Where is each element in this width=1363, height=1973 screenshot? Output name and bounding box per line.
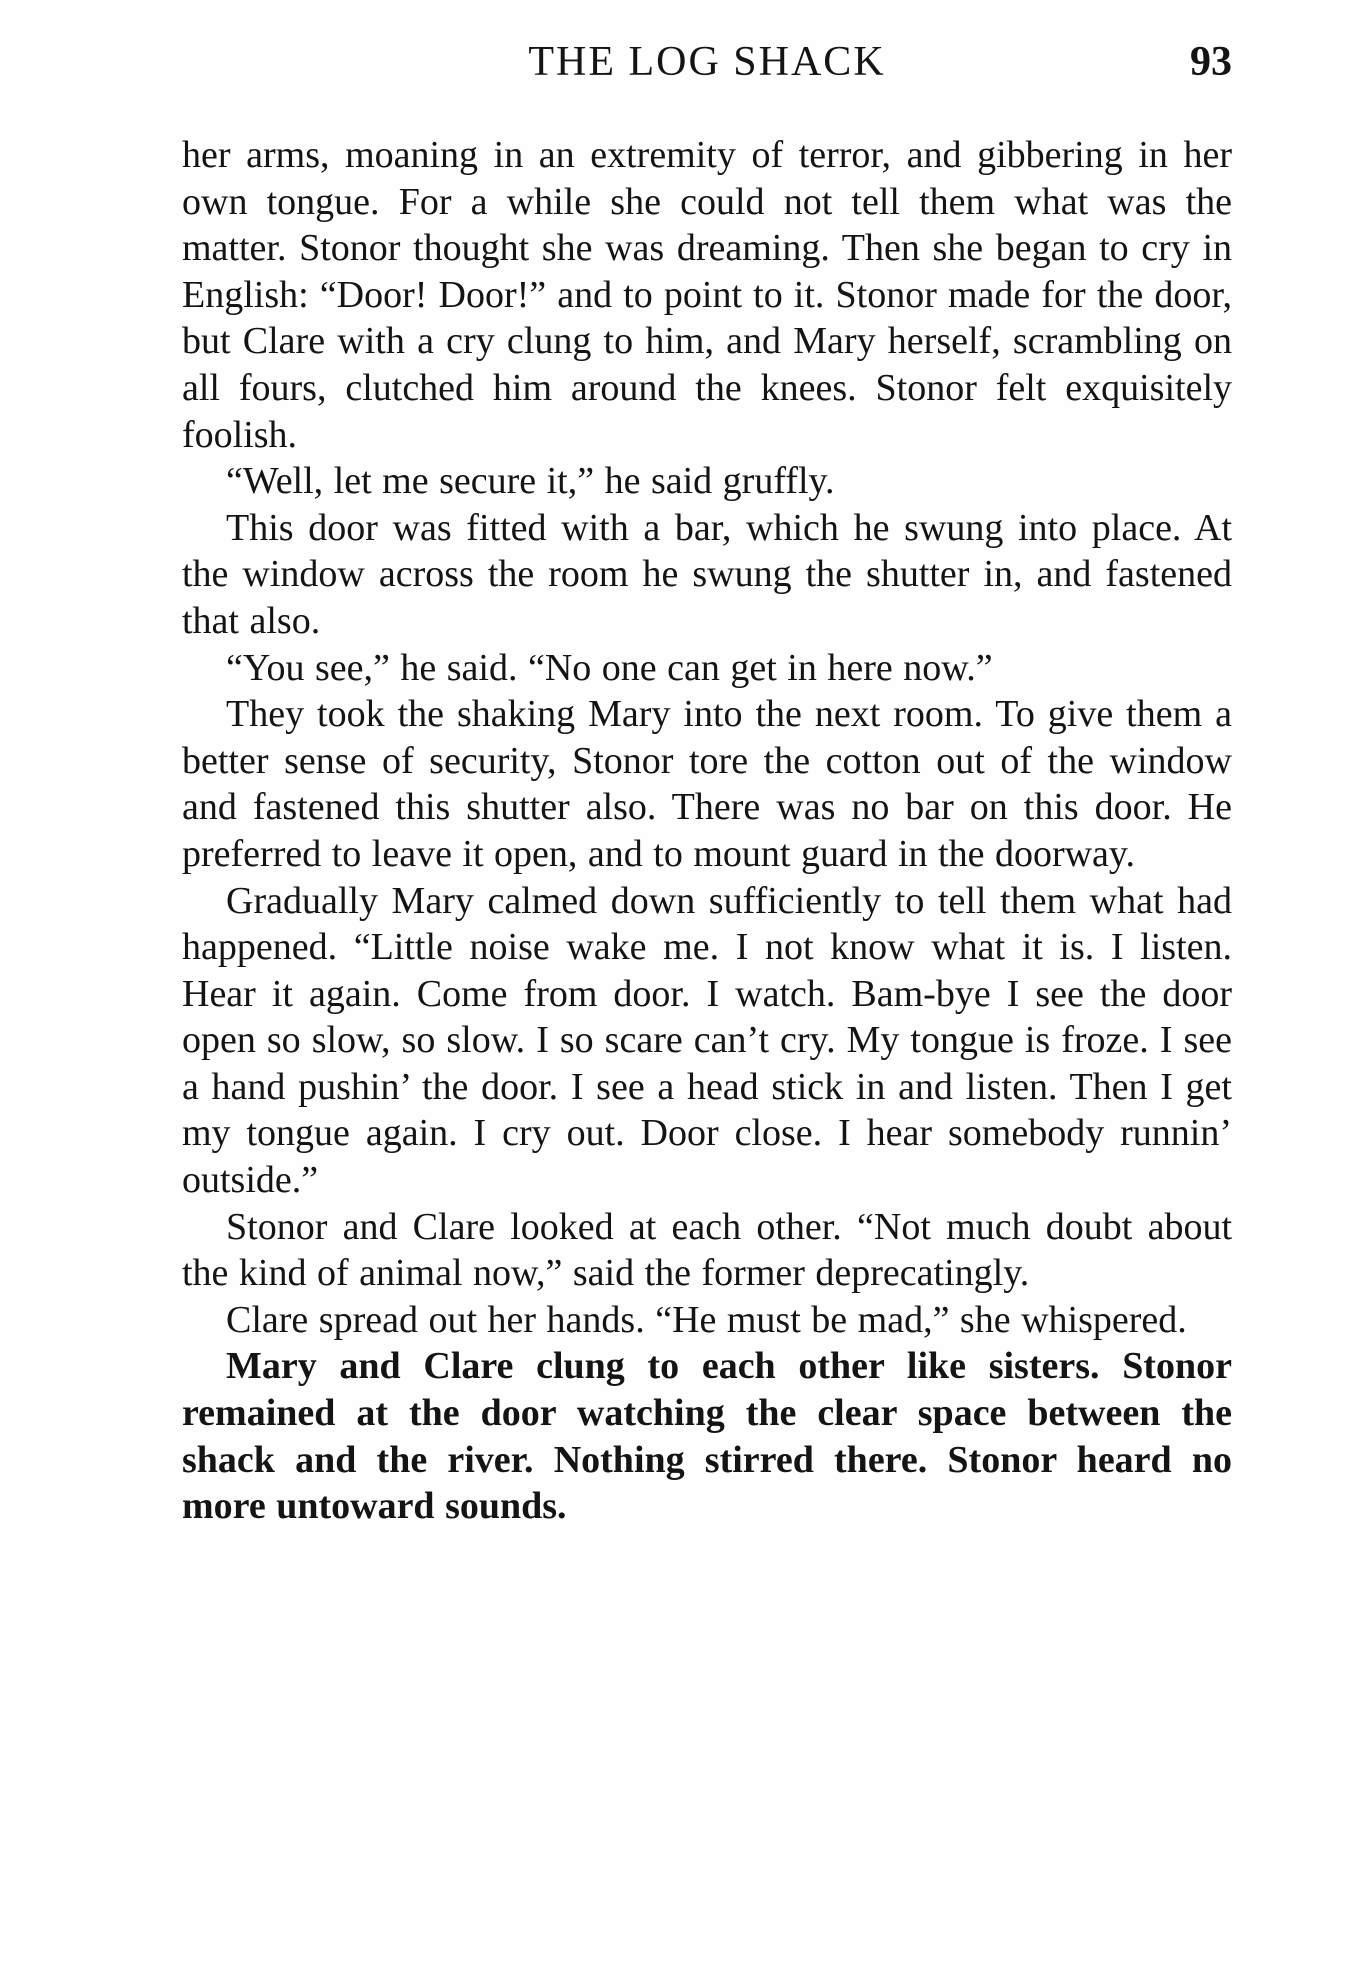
body-text xyxy=(182,132,1232,1530)
running-title: THE LOG SHACK xyxy=(528,39,886,85)
page-number: 93 xyxy=(1190,39,1232,85)
paragraph-1: her arms, moaning in an extremity of terror, and gibbering in her own tongue. For a while she could not tell them what was the matter. Stonor thought she was dreaming. Then she began to cry in English: “Door! Door!” and to point to it. Stonor made for the door, but Clare with a cry clung to him, and Mary herself, scrambling on all fours, clutched him around the knees. Stonor felt exquisitely foolish. xyxy=(182,134,1232,456)
paragraph-2: “Well, let me secure it,” he said gruffly. xyxy=(226,460,835,503)
paragraph-6: Gradually Mary calmed down sufficiently to tell them what had happened. “Little noise wake me. I not know what it is. I listen. Hear it again. Come from door. I watch. Bam-bye I see the door open so slow, so slow. I so scare can’t cry. My tongue is froze. I see a hand pushin’ the door. I see a head stick in and listen. Then I get my tongue again. I cry out. Door close. I hear somebody runnin’ outside.” xyxy=(182,879,1232,1202)
paragraph-9: Mary and Clare clung to each other like sisters. Stonor remained at the door watching the clear space between the shack and the river. Nothing stirred there. Stonor heard no more untoward sounds. xyxy=(182,1345,1232,1528)
paragraph-5: They took the shaking Mary into the next room. To give them a better sense of security, Stonor tore the cotton out of the window and fastened this shutter also. There was no bar on this door. He preferred to leave it open, and to mount guard in the doorway. xyxy=(182,693,1232,875)
paragraph-8: Clare spread out her hands. “He must be mad,” she whispered. xyxy=(226,1298,1187,1341)
paragraph-7: Stonor and Clare looked at each other. “Not much doubt about the kind of animal now,” said the former deprecatingly. xyxy=(182,1205,1232,1295)
running-head xyxy=(182,38,1232,86)
paragraph-3: This door was fitted with a bar, which he swung into place. At the window across the room he swung the shutter in, and fastened that also. xyxy=(182,506,1232,642)
paragraph-4: “You see,” he said. “No one can get in here now.” xyxy=(226,646,993,689)
